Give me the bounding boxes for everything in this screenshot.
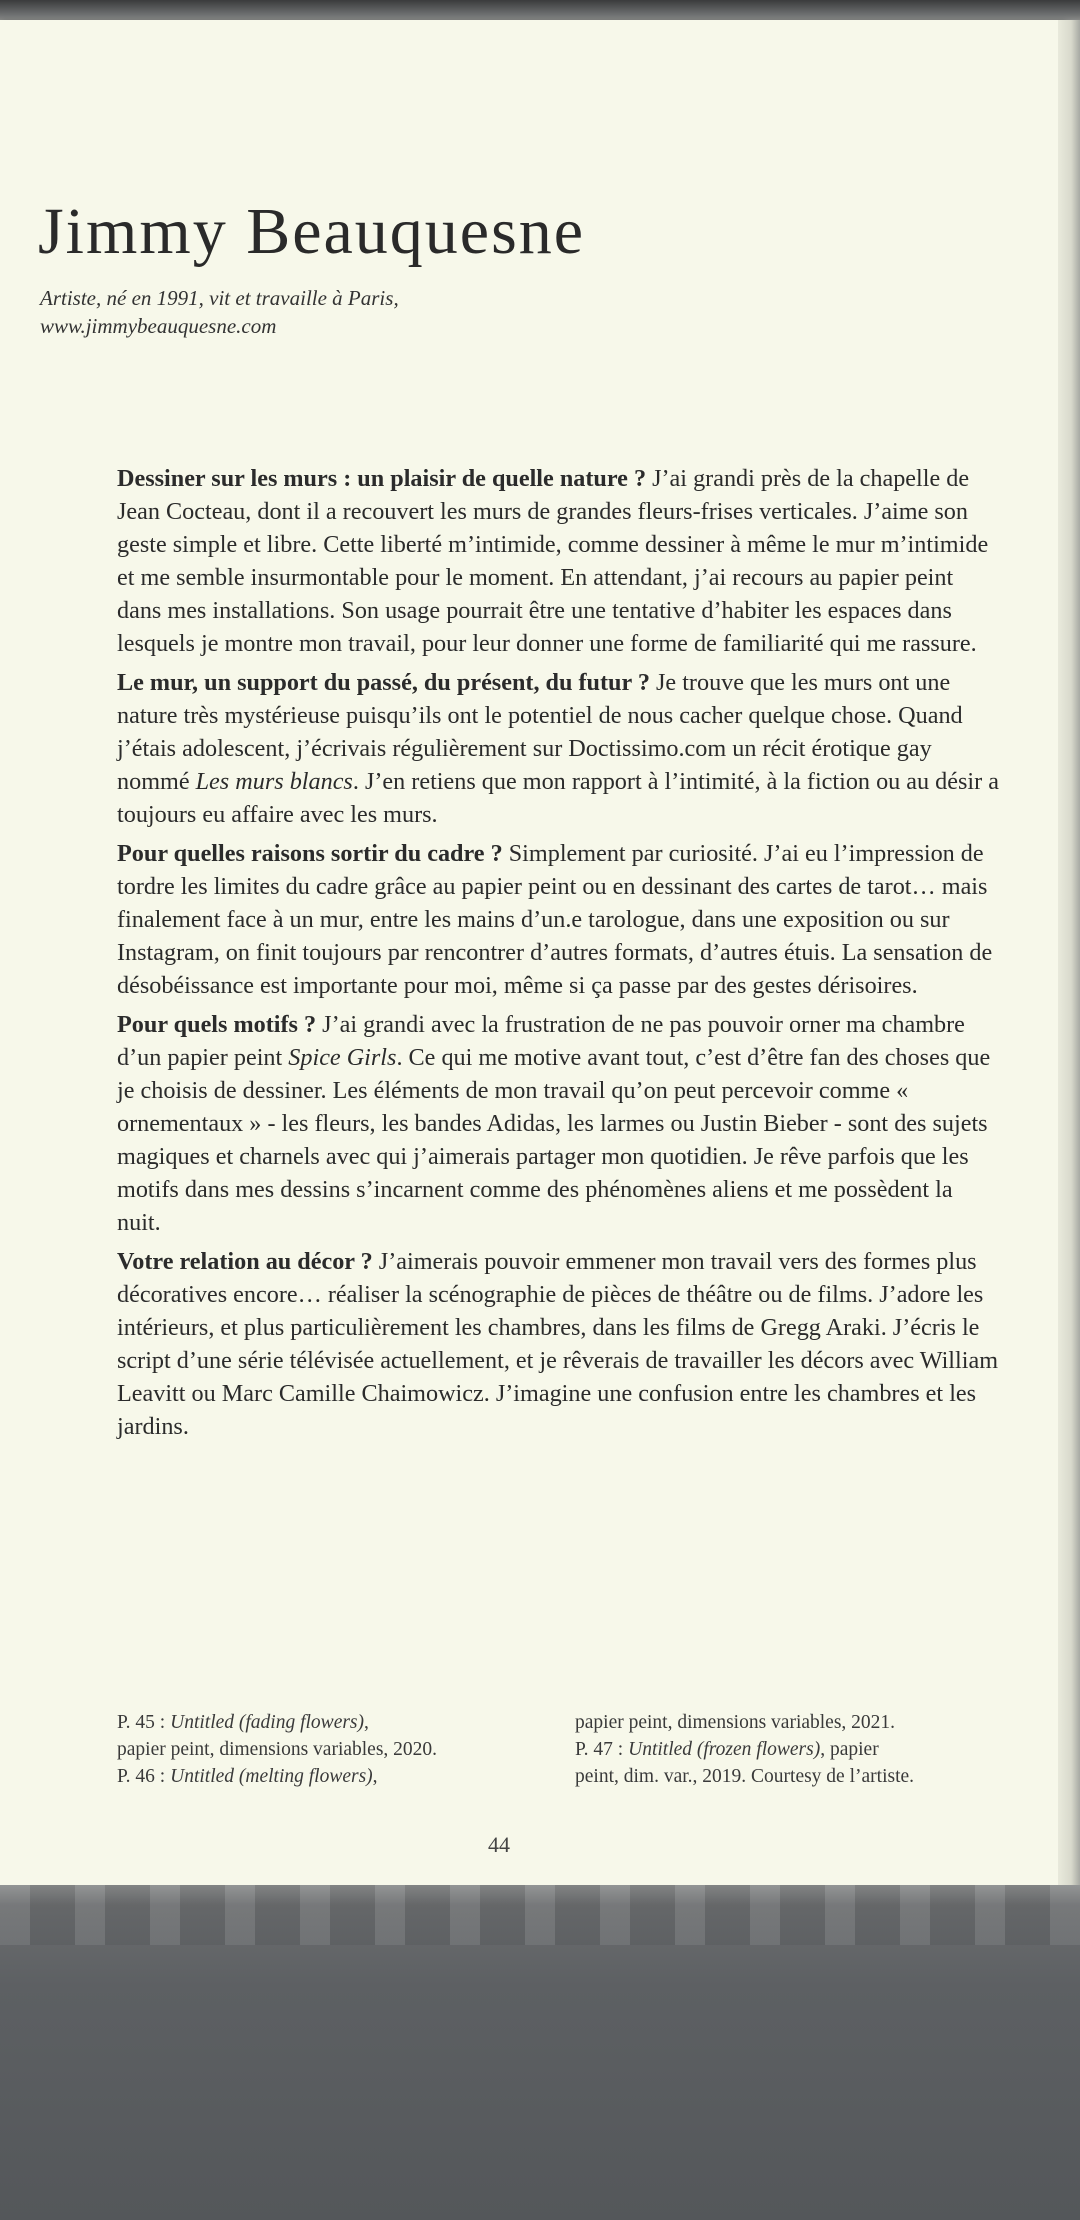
- caption-line: papier peint, dimensions variables, 2021.: [575, 1712, 896, 1733]
- caption-page-ref: P. 45 :: [117, 1712, 171, 1733]
- artist-bio: [40, 284, 399, 341]
- caption-column-left: [117, 1709, 557, 1790]
- caption-title: Untitled (fading flowers): [170, 1712, 365, 1733]
- interview-question: Pour quelles raisons sortir du cadre ?: [117, 840, 503, 867]
- caption-text: , papier: [820, 1739, 879, 1760]
- page-number: 44: [488, 1832, 510, 1857]
- scan-artifact: [0, 1885, 1080, 1945]
- caption-line: [117, 1763, 557, 1790]
- scanner-background: [0, 1885, 1080, 2220]
- interview-question: Le mur, un support du passé, du présent, du futur ?: [117, 669, 650, 696]
- interview-answer: Je trouve que les murs ont une nature très mystérieuse puisqu’ils ont le potentiel de nous cacher quelque chose. Quand j’étais adolescent, j’écrivais régulièrement sur Doctissimo.com un récit érotique gay nommé: [117, 669, 963, 795]
- interview-paragraph: [117, 462, 1002, 660]
- page-edge-shadow: [1058, 20, 1080, 1890]
- caption-page-ref: P. 47 :: [575, 1739, 629, 1760]
- interview-answer: J’aimerais pouvoir emmener mon travail vers des formes plus décoratives encore… réaliser la scénographie de pièces de théâtre ou de films. J’adore les intérieurs, et plus particulièrement les chambres, dans les films de Gregg Araki. J’écris le script d’une série télévisée actuellement, et je rêverais de travailler les décors avec William Leavitt ou Marc Camille Chaimowicz. J’imagine une confusion entre les chambres et les jardins.: [117, 1248, 999, 1440]
- interview-paragraph: [117, 1008, 1002, 1239]
- interview-answer: J’ai grandi avec la frustration de ne pas pouvoir orner ma chambre d’un papier peint: [117, 1011, 965, 1071]
- interview-question: Votre relation au décor ?: [117, 1248, 373, 1275]
- interview-answer: . J’en retiens que mon rapport à l’intimité, à la fiction ou au désir a toujours eu affaire avec les murs.: [117, 768, 999, 828]
- caption-page-ref: P. 46 :: [117, 1766, 171, 1787]
- interview-answer: . Ce qui me motive avant tout, c’est d’être fan des choses que je choisis de dessiner. Les éléments de mon travail qu’on peut percevoir comme « ornementaux » - les fleurs, les bandes Adidas, les larmes ou Justin Bieber - sont des sujets magiques et charnels avec qui j’aimerais partager mon quotidien. Je rêve parfois que les motifs dans mes dessins s’incarnent comme des phénomènes aliens et me possèdent la nuit.: [117, 1044, 991, 1236]
- artist-name: Jimmy Beauquesne: [38, 195, 586, 268]
- interview-answer: J’ai grandi près de la chapelle de Jean Cocteau, dont il a recouvert les murs de grandes fleurs-frises verticales. J’aime son geste simple et libre. Cette liberté m’intimide, comme dessiner à même le mur m’intimide et me semble insurmontable pour le moment. En attendant, j’ai recours au papier peint dans mes installations. Son usage pourrait être une tentative d’habiter les espaces dans lesquels je montre mon travail, pour leur donner une forme de familiarité qui me rassure.: [117, 465, 989, 657]
- interview-paragraph: [117, 1245, 1002, 1443]
- interview-answer: Simplement par curiosité. J’ai eu l’impression de tordre les limites du cadre grâce au papier peint ou en dessinant des cartes de tarot… mais finalement face à un mur, entre les mains d’un.e tarologue, dans une exposition ou sur Instagram, on finit toujours par rencontrer d’autres formats, d’autres étuis. La sensation de désobéissance est importante pour moi, même si ça passe par des gestes dérisoires.: [117, 840, 993, 999]
- interview-paragraph: [117, 666, 1002, 831]
- work-title: Spice Girls: [288, 1044, 397, 1071]
- caption-title: Untitled (frozen flowers): [628, 1739, 821, 1760]
- caption-title: Untitled (melting flowers): [170, 1766, 373, 1787]
- caption-line: peint, dim. var., 2019. Courtesy de l’artiste.: [575, 1766, 915, 1787]
- magazine-page: [0, 20, 1064, 1890]
- work-title: Les murs blancs: [195, 768, 353, 795]
- bio-line: Artiste, né en 1991, vit et travaille à Paris,: [40, 286, 399, 310]
- caption-line: papier peint, dimensions variables, 2020.: [117, 1739, 438, 1760]
- caption-text: ,: [372, 1766, 378, 1787]
- interview-question: Dessiner sur les murs : un plaisir de quelle nature ?: [117, 465, 647, 492]
- interview-question: Pour quels motifs ?: [117, 1011, 317, 1038]
- website-link: www.jimmybeauquesne.com: [40, 314, 277, 339]
- caption-line: [117, 1709, 557, 1736]
- caption-line: [575, 1736, 1025, 1763]
- caption-column-right: [575, 1709, 1025, 1790]
- caption-text: ,: [364, 1712, 369, 1733]
- interview-paragraph: [117, 837, 1002, 1002]
- interview-text: [117, 462, 1002, 1449]
